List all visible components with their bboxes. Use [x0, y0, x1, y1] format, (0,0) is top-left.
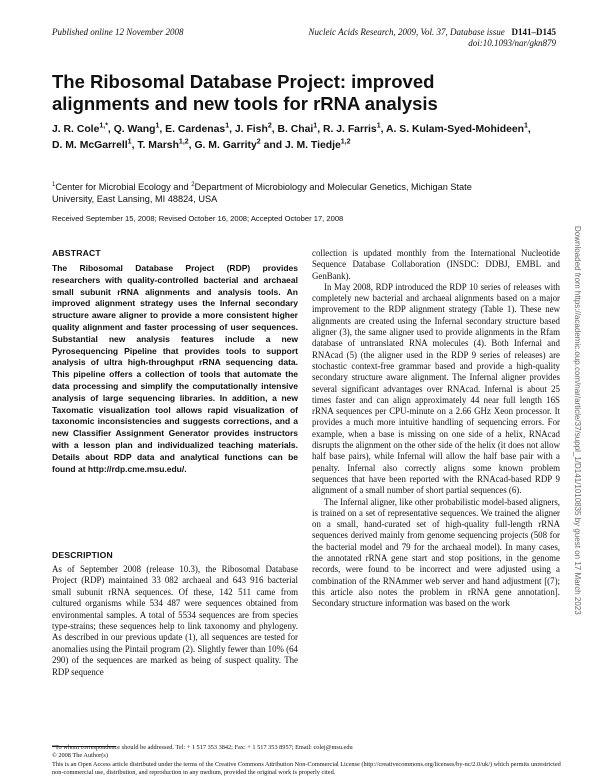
affiliation	[52, 181, 512, 205]
right-column	[312, 248, 560, 610]
author-name: R. J. Farris	[322, 124, 377, 135]
author-affiliation-marker: 1	[376, 122, 381, 130]
author-affiliation-marker: 1	[313, 122, 318, 130]
doi: doi:10.1093/nar/gkn879	[468, 38, 556, 48]
author-name: D. M. McGarrell	[52, 140, 128, 151]
author-name: E. Cardenas	[165, 124, 226, 135]
author-name: J. Fish	[234, 124, 268, 135]
correspondence-note: *To whom correspondence should be addressed. Tel: + 1 517 353 3842; Fax: + 1 517 353 8957; Email: colej@msu.edu	[52, 744, 353, 751]
author	[235, 124, 272, 135]
author-name: G. M. Garrity	[194, 140, 257, 151]
author-name: J. R. Cole	[52, 124, 100, 135]
author-name: B. Chai	[277, 124, 314, 135]
author-affiliation-marker: 1,*	[99, 122, 108, 130]
description-text: As of September 2008 (release 10.3), the Ribosomal Database Project (RDP) maintained 33 082 archaeal and 643 916 bacterial small subunit rRNA sequences. Of these, 142 511 came from cultured organisms while 534 487 were sequences obtained from environmental samples. A total of 5534 sequences are from species type-strains; these sequences help to link taxonomy and phylogeny. As described in our previous update (1), all sequences are tested for anomalies using the Pintail program (2). Slightly fewer than 10% (64 290) of the sequences are marked as being of suspect quality. The RDP sequence	[52, 564, 298, 677]
author	[137, 140, 188, 151]
author	[194, 140, 260, 151]
journal-name: Nucleic Acids Research, 2009, Vol. 37, Database issue	[308, 27, 505, 37]
description-heading: DESCRIPTION	[52, 550, 113, 560]
author	[52, 140, 132, 151]
author-affiliation-marker: 1	[127, 138, 132, 146]
copyright-note: © 2008 The Author(s)	[52, 752, 108, 760]
download-watermark-text: Downloaded from https://academic.oup.com/nar/article/37/suppl_1/D141/1010835 by guest on 17 March 2023	[573, 226, 582, 615]
author-name: Q. Wang	[113, 124, 156, 135]
author	[114, 124, 160, 135]
affiliation-marker-2: 2	[191, 181, 195, 188]
left-column	[52, 248, 298, 475]
abstract-text: The Ribosomal Database Project (RDP) provides researchers with quality-controlled bacterial and archaeal small subunit rRNA alignments and analysis tools. An improved alignment strategy uses the Infernal secondary structure aware aligner to provide a more consistent higher quality alignment and faster processing of user sequences. Substantial new analysis features include a new Pyrosequencing Pipeline that provides tools to support analysis of ultra high-throughput rRNA sequencing data. This pipeline offers a collection of tools that automate the data processing and simplify the computationally intensive analysis of large sequencing libraries. In addition, a new Taxomatic visualization tool allows rapid visualization of taxonomic inconsistencies and suggests corrections, and a new Classifier Assignment Generator provides instructors with a lesson plan and individualized teaching materials. Details about RDP data and analytical functions can be found at http://rdp.cme.msu.edu/.	[52, 263, 298, 474]
author	[52, 124, 108, 135]
author	[285, 140, 351, 151]
article-title: The Ribosomal Database Project: improved alignments and new tools for rRNA analysis	[52, 71, 438, 114]
affiliation-marker-1: 1	[52, 181, 56, 188]
download-watermark	[572, 226, 582, 615]
published-date: Published online 12 November 2008	[52, 27, 184, 37]
received-dates: Received September 15, 2008; Revised October 16, 2008; Accepted October 17, 2008	[52, 214, 344, 223]
author	[278, 124, 318, 135]
author-affiliation-marker: 1	[225, 122, 230, 130]
footnote	[52, 744, 562, 777]
affiliation-part-1: Center for Microbial Ecology and	[55, 182, 192, 192]
author-name: A. S. Kulam-Syed-Mohideen	[386, 124, 524, 135]
body-paragraph: In May 2008, RDP introduced the RDP 10 series of releases with completely new bacterial and archaeal alignments based on a major improvement to the RDP alignment strategy (Table 1). These new alignments are created using the Infernal secondary structure based aligner (3), the same aligner used to provide alignments in the Rfam database of untranslated RNA molecules (4). Both Infernal and RNAcad (5) (the aligner used in the RDP 9 series of releases) are stochastic context-free grammar based and provide a high-quality secondary structure aware alignment. The Infernal aligner provides several significant advantages over RNAcad. Infernal is about 25 times faster and can align approximately 44 near full length 16S rRNA sequences per CPU-minute on a 2.66 GHz Xeon processor. It provides a much more intuitive handling of sequencing errors. For example, when a base is missing on one side of a helix, RNAcad disrupts the alignment on the other side of the helix (it does not allow half base pairs), while Infernal will allow the half base pair with a penalty. Infernal also correctly aligns some known problem sequences that have been reported with the RNAcad-based RDP 9 alignment of a small number of short partial sequences (6).	[312, 281, 560, 496]
author-affiliation-marker: 1,2	[340, 138, 351, 146]
page-range: D141–D145	[511, 27, 556, 37]
author-affiliation-marker: 2	[256, 138, 261, 146]
author-affiliation-marker: 2	[267, 122, 272, 130]
license-note: This is an Open Access article distributed under the terms of the Creative Commons Attribution Non-Commercial License (http://creativecommons.org/licenses/by-nc/2.0/uk/) which permits unrestricted non-commercial use, distribution, and reproduction in any medium, provided the original work is properly cited.	[52, 760, 561, 776]
author	[165, 124, 229, 135]
author-name: T. Marsh	[137, 140, 179, 151]
author-list: J. R. Cole$^{1,*}$, Q. Wang$^1$, E. Cardenas$^1$, J. Fish$^2$, B. Chai$^1$, R. J. Farris$^1$, A. S. Kulam-Syed-Mohideen$^1$, D. M. McGarrell$^1$, T. Marsh$^{1,2}$, G. M. Garrity$^2$ and J. M. Tiedje$^{1,2}$	[52, 122, 531, 151]
author-affiliation-marker: 1,2	[178, 138, 189, 146]
body-paragraph: collection is updated monthly from the International Nucleotide Sequence Database Collaboration (INSDC: DDBJ, EMBL and GenBank).	[312, 248, 560, 281]
author-affiliation-marker: 1	[155, 122, 160, 130]
author-name: J. M. Tiedje	[284, 140, 341, 151]
author	[386, 124, 528, 135]
author-affiliation-marker: 1	[523, 122, 528, 130]
body-paragraph: The Infernal aligner, like other probabilistic model-based aligners, is trained on a set of representative sequences. We trained the aligner on a small, hand-curated set of high-quality full-length rRNA sequences derived mainly from genome sequencing projects (508 for the bacterial model and 79 for the archaeal model). In many cases, the annotated rRNA gene start and stop positions, in the genome records, were found to be incorrect and were adjusted using a combination of the RNAmmer web server and hand adjustment [(7); this article also notes the problem in rRNA gene annotation]. Secondary structure information was based on the work	[312, 496, 560, 609]
abstract-heading: ABSTRACT	[52, 248, 101, 258]
journal-citation	[309, 27, 556, 49]
affiliation-part-2: Department of Microbiology and Molecular Genetics, Michigan State University, East Lansing, MI 48824, USA	[52, 182, 472, 204]
author	[323, 124, 381, 135]
